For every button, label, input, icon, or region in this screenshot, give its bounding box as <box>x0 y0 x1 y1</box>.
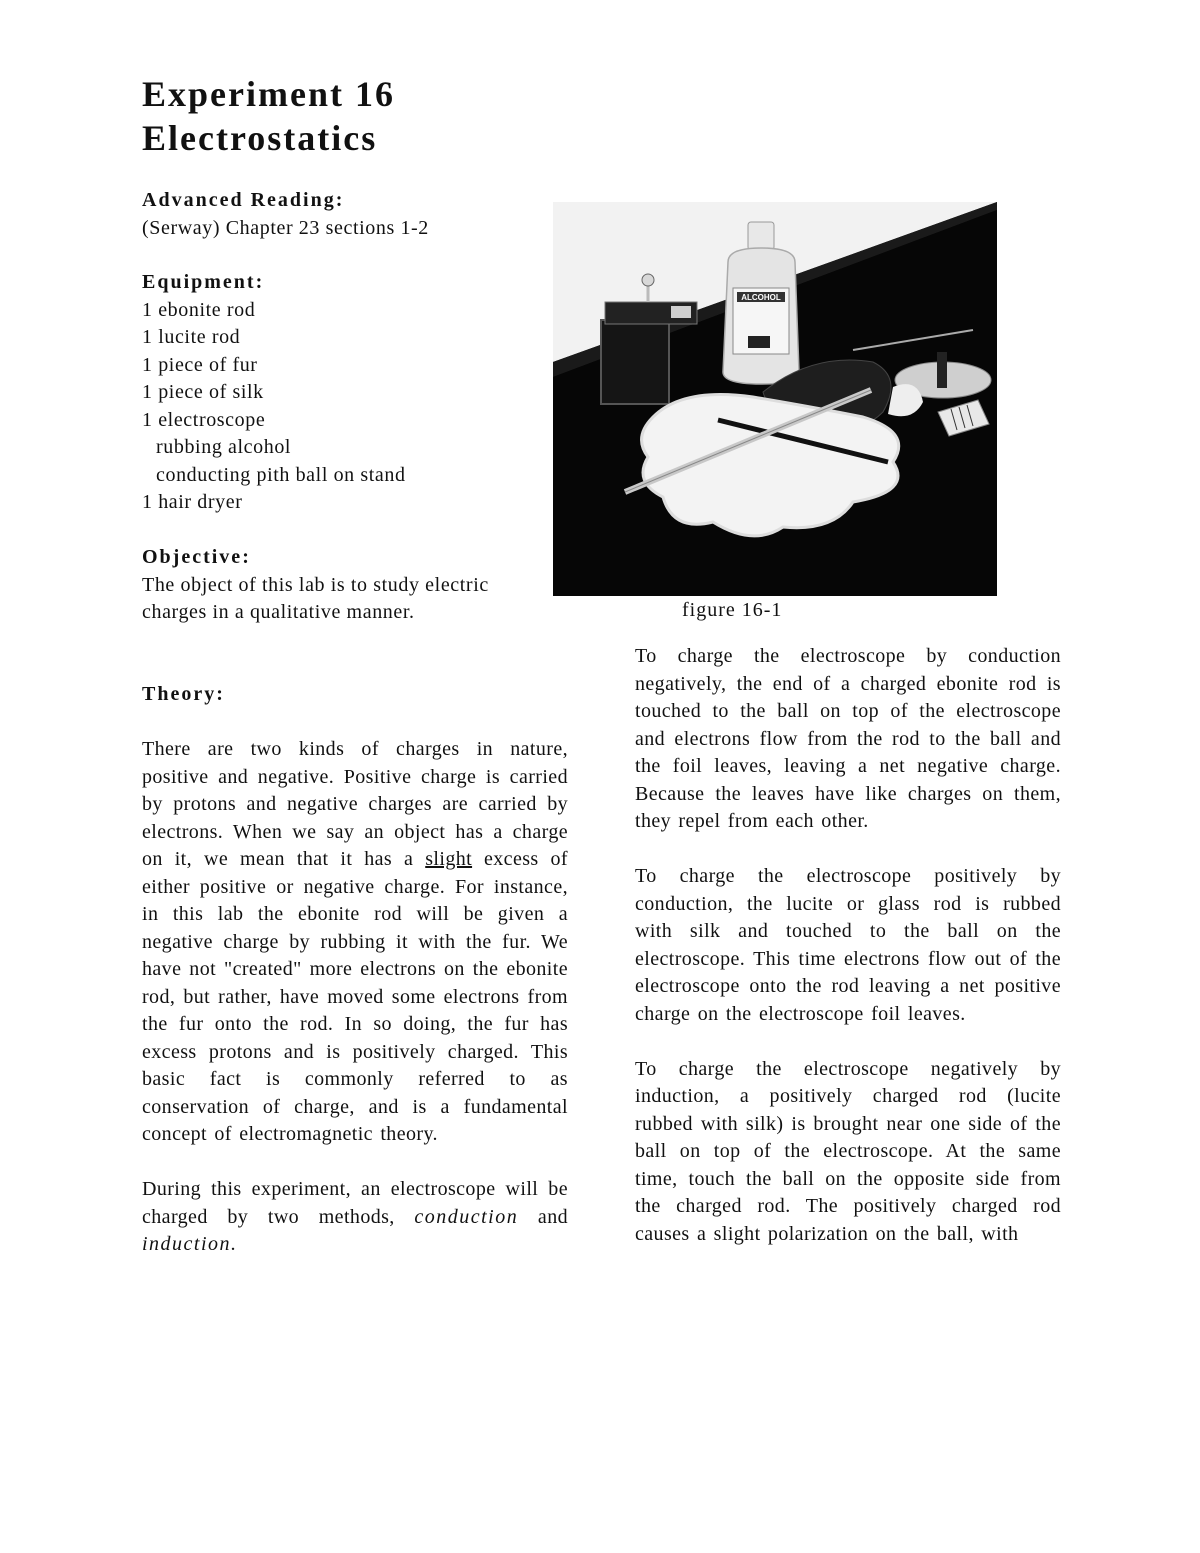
slight-emphasis: slight <box>425 848 473 870</box>
induction-term: induction. <box>142 1233 238 1255</box>
equipment-item: 1 ebonite rod <box>142 298 256 321</box>
equipment-heading: Equipment: <box>142 271 265 293</box>
reading-heading: Advanced Reading: <box>142 189 345 211</box>
equipment-item: 1 electroscope <box>142 408 266 431</box>
reading-section <box>142 187 429 242</box>
conduction-term: conduction <box>414 1205 519 1228</box>
theory-paragraph-1 <box>142 736 568 1149</box>
theory-p1-b: excess of either positive or negative charge. For instance, in this lab the ebonite rod will be given a negative charge by rubbing it with the fur. We have not "created" more electrons on the ebonite rod, but rather, have moved some electrons from the fur onto the rod. In so doing, the fur has excess protons and is positively charged. This basic fact is commonly referred to as conservation of charge, and is a fundamental concept of electromagnetic theory. <box>142 848 568 1145</box>
reading-text: (Serway) Chapter 23 sections 1-2 <box>142 216 429 239</box>
equipment-item: 1 piece of silk <box>142 381 264 403</box>
figure-photo <box>553 202 997 596</box>
theory-p2-and: and <box>518 1205 568 1228</box>
equipment-item: 1 lucite rod <box>142 326 241 348</box>
equipment-item: 1 hair dryer <box>142 491 243 513</box>
right-column <box>635 643 1061 1248</box>
right-paragraph-2: To charge the electroscope positively by conduction, the lucite or glass rod is rubbed with silk and touched to the ball on the electroscope. This time electrons flow out of the electroscope onto the rod leaving a net positive charge on the electroscope foil leaves. <box>635 865 1061 1025</box>
theory-p1-a: There are two kinds of charges in nature, positive and negative. Positive charge is carried by protons and negative charges are carried by electrons. When we say an object has a charge on it, we mean that it has a <box>142 738 568 870</box>
theory-section <box>142 736 568 1259</box>
right-paragraph-3: To charge the electroscope negatively by induction, a positively charged rod (lucite rubbed with silk) is brought near one side of the ball on top of the electroscope. At the same time, touch the ball on the opposite side from the charged rod. The positively charged rod causes a slight polarization on the ball, with <box>635 1057 1061 1245</box>
title-line-1: Experiment 16 <box>142 74 395 114</box>
title-line-2: Electrostatics <box>142 118 378 158</box>
theory-paragraph-2 <box>142 1176 568 1259</box>
theory-heading-wrap <box>142 681 225 709</box>
figure-caption: figure 16-1 <box>682 599 783 621</box>
equipment-item: rubbing alcohol <box>156 436 292 458</box>
equipment-section <box>142 269 406 517</box>
objective-text: The object of this lab is to study electric charges in a qualitative manner. <box>142 573 489 623</box>
equipment-item: 1 piece of fur <box>142 353 258 376</box>
equipment-photo-svg <box>553 202 997 596</box>
objective-section <box>142 544 512 627</box>
right-paragraph-1: To charge the electroscope by conduction negatively, the end of a charged ebonite rod is touched to the ball on top of the electroscope and electrons flow from the rod to the ball and the foil leaves, leaving a net negative charge. Because the leaves have like charges on them, they repel from each other. <box>635 645 1061 832</box>
objective-heading: Objective: <box>142 546 251 568</box>
equipment-item: conducting pith ball on stand <box>156 463 406 486</box>
theory-p2-a: During this experiment, an electroscope will be charged by two methods, <box>142 1178 568 1228</box>
page-title <box>142 72 395 160</box>
theory-heading: Theory: <box>142 683 225 705</box>
bottle-label: ALCOHOL <box>741 293 781 302</box>
